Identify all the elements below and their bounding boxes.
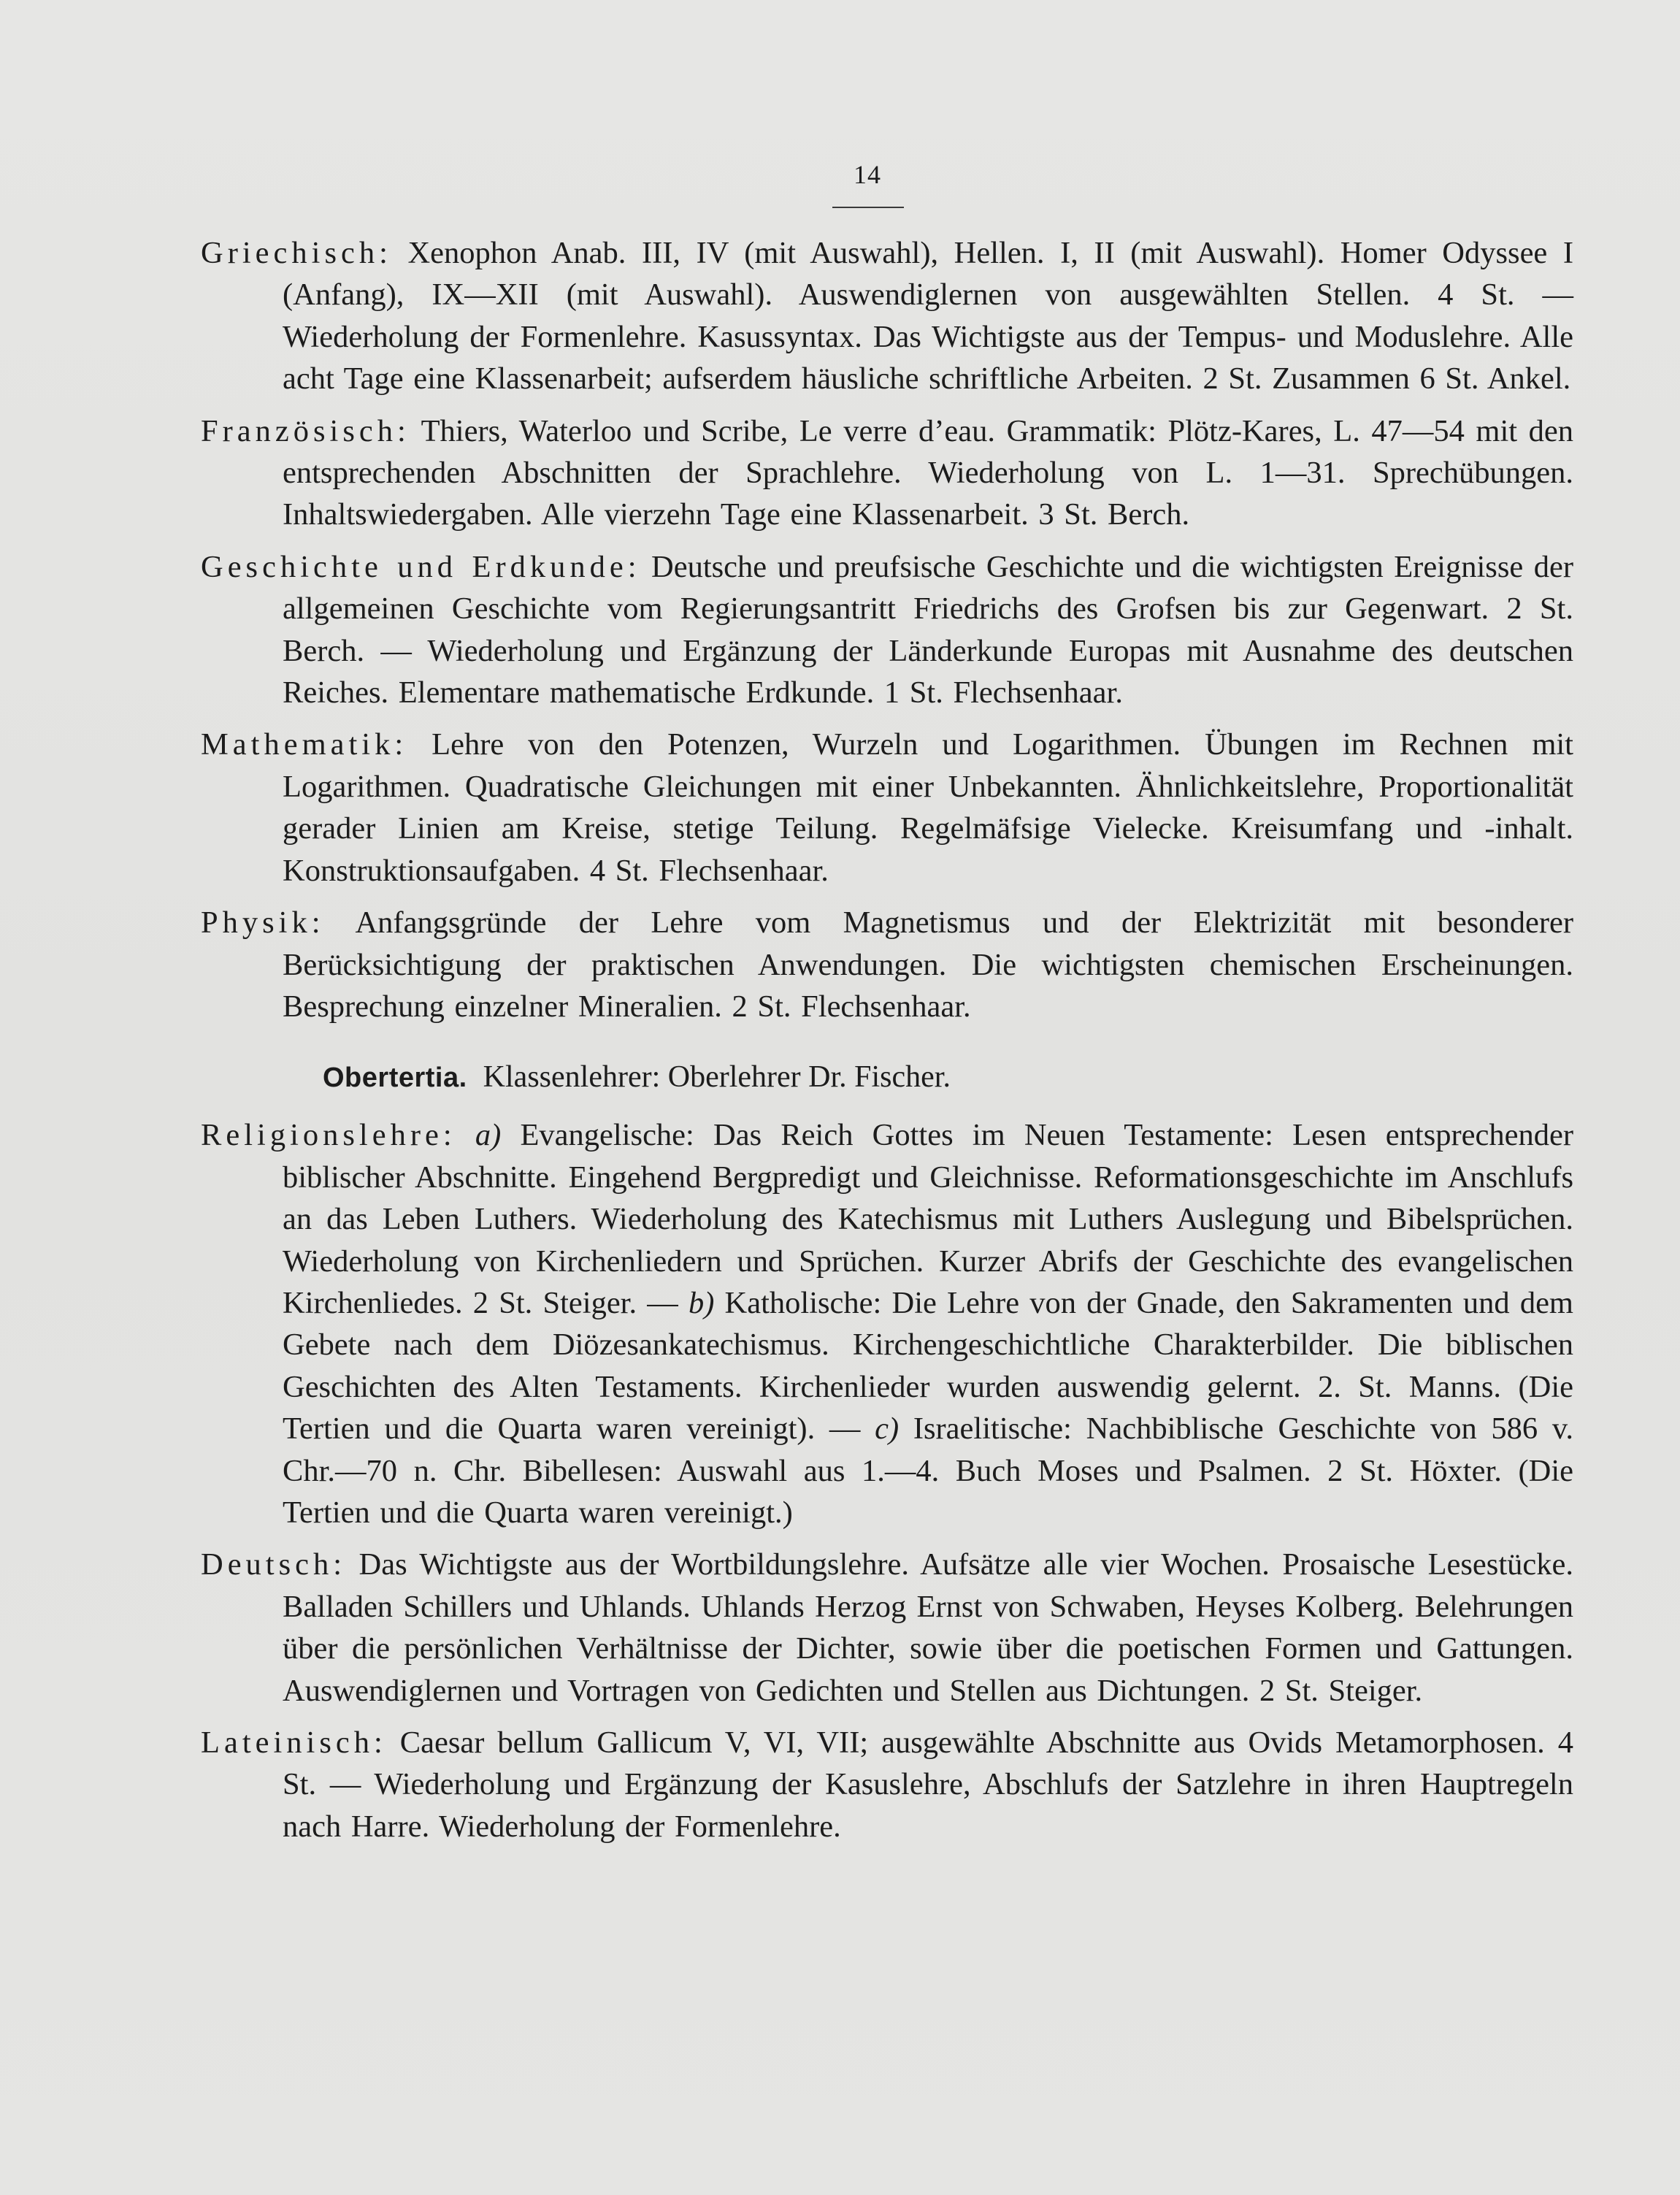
page-number: 14 [854,160,881,189]
curriculum-entry-lateinisch [201,1722,1573,1847]
entry-text-israelitisch: Israelitische: Nachbiblische Geschichte von 586 v. Chr.—70 n. Chr. Bibellesen: Auswahl aus 1.—4. Buch Moses und Psalmen. 2 St. Höxter. (Die Tertien und die Quarta waren vereinigt.) [283,1411,1573,1530]
curriculum-entry-mathematik [201,724,1573,892]
curriculum-entry-deutsch [201,1544,1573,1712]
curriculum-entry-geschichte-erdkunde [201,546,1573,714]
curriculum-entry-religionslehre [201,1114,1573,1533]
entry-text: Lehre von den Potenzen, Wurzeln und Logarithmen. Übungen im Rechnen mit Logarithmen. Quadratische Gleichungen mit einer Unbekannten. Ähnlichkeitslehre, Proportionalität gerader Linien am Kreise, stetige Teilung. Regelmäfsige Vielecke. Kreisumfang und -inhalt. Konstruktionsaufgaben. 4 St. Flechsenhaar. [283,727,1573,888]
entry-text: Caesar bellum Gallicum V, VI, VII; ausgewählte Abschnitte aus Ovids Metamorphosen. 4 St. — Wiederholung und Ergänzung der Kasuslehre, Abschlufs der Satzlehre in ihren Hauptregeln nach Harre. Wiederholung der Formenlehre. [283,1725,1573,1844]
part-marker-a: a) [475,1118,502,1153]
subject-label: Französisch: [201,413,410,448]
class-section-heading [201,1055,1573,1100]
entry-text: Das Wichtigste aus der Wortbildungslehre. Aufsätze alle vier Wochen. Prosaische Lesestücke. Balladen Schillers und Uhlands. Uhlands Herzog Ernst von Schwaben, Heyses Kolberg. Belehrungen über die persönlichen Verhältnisse der Dichter, sowie über die poetischen Formen und Gattungen. Auswendiglernen und Vortragen von Gedichten und Stellen aus Dichtungen. 2 St. Steiger. [283,1547,1573,1708]
entry-text-evangelisch: Evangelische: Das Reich Gottes im Neuen Testamente: Lesen entsprechender biblischer Abschnitte. Eingehend Bergpredigt und Gleichnisse. Reformationsgeschichte im Anschlufs an das Leben Luthers. Wiederholung des Katechismus mit Luthers Auslegung und Bibelsprüchen. Wiederholung von Kirchenliedern und Sprüchen. Kurzer Abrifs der Geschichte des evangelischen Kirchenliedes. 2 St. Steiger. — [283,1118,1574,1320]
part-marker-b: b) [688,1285,715,1320]
subject-label: Deutsch: [201,1547,347,1582]
entry-text: Xenophon Anab. III, IV (mit Auswahl), Hellen. I, II (mit Auswahl). Homer Odyssee I (Anfang), IX—XII (mit Auswahl). Auswendiglernen von ausgewählten Stellen. 4 St. — Wiederholung der Formenlehre. Kasussyntax. Das Wichtigste aus der Tempus- und Moduslehre. Alle acht Tage eine Klassenarbeit; aufserdem häusliche schriftliche Arbeiten. 2 St. Zusammen 6 St. Ankel. [283,236,1573,397]
curriculum-entry-physik [201,902,1573,1027]
subject-label: Physik: [201,905,325,941]
subject-label: Mathematik: [201,727,408,762]
entry-text-katholisch: Katholische: Die Lehre von der Gnade, den Sakramenten und dem Gebete nach dem Diözesankatechismus. Kirchengeschichtliche Charakterbilder. Die biblischen Geschichten des Alten Testaments. Kirchenlieder wurden auswendig gelernt. 2. St. Manns. (Die Tertien und die Quarta waren vereinigt). — [283,1285,1573,1447]
page-number-rule [832,207,904,208]
subject-label: Religionslehre: [201,1118,456,1153]
part-marker-c: c) [875,1411,900,1447]
subject-label: Lateinisch: [201,1725,387,1760]
class-teacher: Klassenlehrer: Oberlehrer Dr. Fischer. [483,1060,951,1095]
subject-label: Griechisch: [201,236,392,270]
subject-label: Geschichte und Erdkunde: [201,549,641,584]
entry-text: Anfangsgründe der Lehre vom Magnetismus und der Elektrizität mit besonderer Berücksichtigung der praktischen Anwendungen. Die wichtigsten chemischen Erscheinungen. Besprechung einzelner Mineralien. 2 St. Flechsenhaar. [283,905,1573,1024]
page-body [201,232,1573,1858]
entry-text: Thiers, Waterloo und Scribe, Le verre d’eau. Grammatik: Plötz-Kares, L. 47—54 mit den entsprechenden Abschnitten der Sprachlehre. Wiederholung von L. 1—31. Sprechübungen. Inhaltswiedergaben. Alle vierzehn Tage eine Klassenarbeit. 3 St. Berch. [283,413,1573,532]
class-title: Obertertia. [323,1062,467,1094]
curriculum-entry-franzoesisch [201,410,1573,536]
entry-text: Deutsche und preufsische Geschichte und die wichtigsten Ereignisse der allgemeinen Geschichte vom Regierungsantritt Friedrichs des Grofsen bis zur Gegenwart. 2 St. Berch. — Wiederholung und Ergänzung der Länderkunde Europas mit Ausnahme des deutschen Reiches. Elementare mathematische Erdkunde. 1 St. Flechsenhaar. [283,549,1573,710]
curriculum-entry-griechisch [201,232,1573,400]
